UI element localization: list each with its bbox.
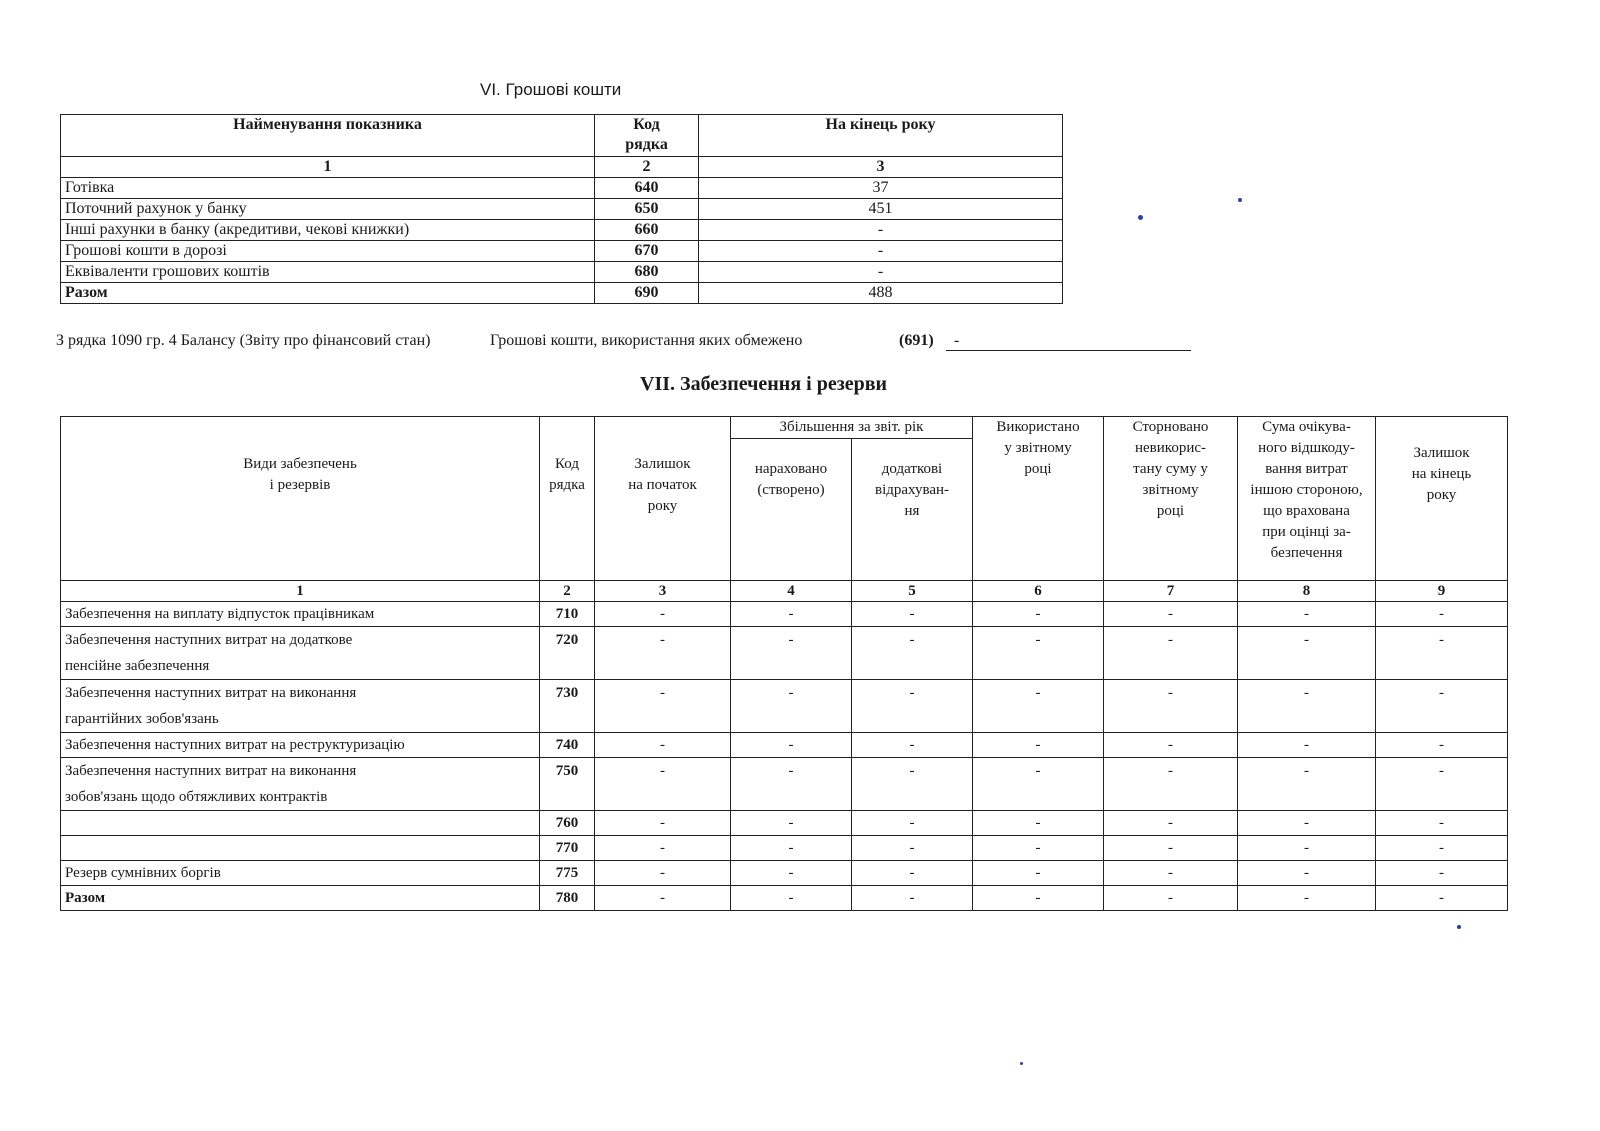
header-used-line3: році [1024, 461, 1052, 477]
row-cell: - [595, 602, 731, 627]
row-cell: - [852, 836, 973, 861]
row-cell: - [595, 733, 731, 758]
row-code: 770 [540, 836, 595, 861]
row-cell: - [1104, 627, 1238, 680]
col-number: 9 [1376, 581, 1508, 602]
row-cell: - [731, 680, 852, 733]
header-code [540, 417, 595, 581]
header-increase-group: Збільшення за звіт. рік [731, 417, 973, 439]
row-cell: - [1238, 758, 1376, 811]
cash-table [60, 114, 1063, 304]
header-start-balance [595, 417, 731, 581]
col-number: 3 [595, 581, 731, 602]
header-reversed-line5: році [1156, 503, 1185, 519]
row-cell: - [973, 627, 1104, 680]
row-code: 720 [540, 627, 595, 680]
header-end-balance [1376, 417, 1508, 581]
row-name [61, 627, 540, 680]
row-name: Готівка [61, 178, 595, 199]
row-value: 451 [699, 199, 1063, 220]
row-cell: - [1104, 836, 1238, 861]
row-name-line1: Забезпечення наступних витрат на виконання [65, 685, 357, 701]
header-reversed-line3: тану суму у [1133, 461, 1208, 477]
row-cell: - [1238, 680, 1376, 733]
row-cell: - [973, 861, 1104, 886]
header-expected-line5: що врахована [1263, 503, 1350, 519]
row-name [61, 733, 540, 758]
scan-speck [1138, 215, 1143, 220]
row-cell: - [1376, 680, 1508, 733]
header-types [61, 417, 540, 581]
row-cell: - [595, 627, 731, 680]
row-name: Разом [61, 283, 595, 304]
row-cell: - [1104, 886, 1238, 911]
header-additional [852, 439, 973, 581]
header-name: Найменування показника [61, 115, 595, 157]
row-cell: - [1104, 758, 1238, 811]
row-cell: - [1104, 680, 1238, 733]
row-cell: - [1238, 861, 1376, 886]
scan-speck [1457, 925, 1461, 929]
header-used-line1: Використано [996, 419, 1080, 435]
header-types-line1: Види забезпечень [243, 455, 357, 472]
header-accrued-line2: (створено) [757, 482, 825, 498]
header-accrued [731, 439, 852, 581]
header-accrued-line1: нараховано [754, 461, 828, 477]
row-cell: - [1376, 602, 1508, 627]
col-number: 4 [731, 581, 852, 602]
section6-title: VI. Грошові кошти [480, 80, 622, 99]
row-code: 640 [595, 178, 699, 199]
row-cell: - [973, 733, 1104, 758]
header-reversed-line4: звітному [1142, 482, 1199, 498]
table-row [61, 602, 1508, 627]
total-row [61, 886, 1508, 911]
header-end-line2: на кінець [1411, 466, 1472, 482]
header-additional-line2: відрахуван- [874, 482, 950, 498]
column-numbers [61, 581, 1508, 602]
row-cell: - [595, 836, 731, 861]
row-cell: - [1376, 861, 1508, 886]
provisions-table [60, 416, 1508, 911]
header-start-line1: Залишок [634, 456, 691, 472]
row-cell: - [1238, 733, 1376, 758]
col-number: 6 [973, 581, 1104, 602]
col-number: 1 [61, 581, 540, 602]
row-cell: - [1376, 627, 1508, 680]
row-cell: - [595, 758, 731, 811]
row-cell: - [1376, 733, 1508, 758]
row-name-line1: Забезпечення наступних витрат на виконання [65, 763, 357, 779]
row-name [61, 811, 540, 836]
header-used [973, 417, 1104, 581]
header-code-line1: Код [555, 455, 579, 472]
header-code-line1: Код [633, 116, 660, 133]
row-name-line2: пенсійне забезпечення [65, 658, 210, 674]
scan-speck [1020, 1062, 1023, 1065]
col-number: 1 [61, 157, 595, 178]
row-code: 660 [595, 220, 699, 241]
row-cell: - [731, 602, 852, 627]
row-cell: - [852, 758, 973, 811]
row-code: 775 [540, 861, 595, 886]
header-expected-line1: Сума очікува- [1262, 419, 1351, 435]
row-code: 670 [595, 241, 699, 262]
row-code: 690 [595, 283, 699, 304]
row-cell: - [1238, 811, 1376, 836]
header-end-line1: Залишок [1413, 445, 1470, 461]
col-number: 3 [699, 157, 1063, 178]
table-row [61, 178, 1063, 199]
row-name: Разом [61, 886, 540, 911]
row-cell: - [852, 733, 973, 758]
header-additional-line1: додаткові [881, 461, 943, 477]
header-code [595, 115, 699, 157]
row-code: 710 [540, 602, 595, 627]
row-name: Поточний рахунок у банку [61, 199, 595, 220]
row-code: 730 [540, 680, 595, 733]
row-cell: - [731, 627, 852, 680]
provisions-header [61, 417, 1508, 439]
header-code-line2: рядка [549, 476, 585, 493]
table-row [61, 199, 1063, 220]
row-name-line1: Забезпечення наступних витрат на додаткове [65, 632, 353, 648]
row-cell: - [852, 886, 973, 911]
row-cell: - [1238, 602, 1376, 627]
row-cell: - [973, 758, 1104, 811]
row-cell: - [973, 811, 1104, 836]
row-cell: - [731, 733, 852, 758]
balance-reference: З рядка 1090 гр. 4 Балансу (Звіту про фінансовий стан) [56, 332, 431, 349]
row-code: 680 [595, 262, 699, 283]
row-cell: - [1376, 758, 1508, 811]
row-cell: - [973, 836, 1104, 861]
header-expected-line6: при оцінці за- [1262, 524, 1351, 540]
row-code: 650 [595, 199, 699, 220]
row-value: 37 [699, 178, 1063, 199]
header-types-line2: і резервів [269, 476, 331, 493]
row-cell: - [595, 811, 731, 836]
row-cell: - [595, 886, 731, 911]
col-number: 2 [595, 157, 699, 178]
header-expected-line2: ного відшкоду- [1258, 440, 1355, 456]
row-value: - [699, 262, 1063, 283]
row-name [61, 758, 540, 811]
row-cell: - [1238, 627, 1376, 680]
col-number: 8 [1238, 581, 1376, 602]
table-row [61, 220, 1063, 241]
row-name-line1: Забезпечення на виплату відпусток працівникам [65, 606, 375, 622]
header-reversed [1104, 417, 1238, 581]
row-cell: - [731, 861, 852, 886]
restricted-cash-code: (691) [899, 332, 934, 349]
row-cell: - [1376, 836, 1508, 861]
table-row [61, 758, 1508, 811]
header-used-line2: у звітному [1004, 440, 1072, 456]
row-cell: - [852, 680, 973, 733]
table-row [61, 627, 1508, 680]
table-row [61, 733, 1508, 758]
row-cell: - [852, 811, 973, 836]
header-expected-line4: іншою стороною, [1250, 482, 1363, 498]
restricted-cash-label: Грошові кошти, використання яких обмежено [490, 332, 803, 349]
header-code-line2: рядка [625, 136, 668, 153]
row-cell: - [973, 886, 1104, 911]
row-value: - [699, 220, 1063, 241]
underline [946, 350, 1191, 351]
row-code: 750 [540, 758, 595, 811]
col-number: 2 [540, 581, 595, 602]
header-start-line3: року [647, 498, 678, 514]
row-code: 740 [540, 733, 595, 758]
row-cell: - [1104, 861, 1238, 886]
table-row [61, 680, 1508, 733]
row-name: Грошові кошти в дорозі [61, 241, 595, 262]
row-cell: - [1376, 811, 1508, 836]
row-cell: - [973, 602, 1104, 627]
row-cell: - [595, 861, 731, 886]
total-row [61, 283, 1063, 304]
row-name-line1: Забезпечення наступних витрат на реструктуризацію [65, 737, 405, 753]
row-name [61, 602, 540, 627]
row-cell: - [1104, 602, 1238, 627]
header-expected-line3: вання витрат [1265, 461, 1348, 477]
header-reversed-line2: невикорис- [1135, 440, 1207, 456]
table-row [61, 241, 1063, 262]
row-cell: - [1104, 811, 1238, 836]
cash-table-header [61, 115, 1063, 157]
row-code: 760 [540, 811, 595, 836]
row-value: - [699, 241, 1063, 262]
row-name-line2: гарантійних зобов'язань [65, 711, 219, 727]
header-end-line3: року [1426, 487, 1457, 503]
row-cell: - [852, 602, 973, 627]
row-name-line2: зобов'язань щодо обтяжливих контрактів [65, 789, 328, 805]
row-cell: - [1238, 886, 1376, 911]
table-row [61, 861, 1508, 886]
restricted-cash-line [56, 330, 1206, 354]
row-cell: - [852, 627, 973, 680]
row-name: Інші рахунки в банку (акредитиви, чекові книжки) [61, 220, 595, 241]
row-cell: - [731, 758, 852, 811]
table-row [61, 836, 1508, 861]
row-code: 780 [540, 886, 595, 911]
row-cell: - [595, 680, 731, 733]
row-cell: - [973, 680, 1104, 733]
row-cell: - [1238, 836, 1376, 861]
section7-title: VII. Забезпечення і резерви [640, 373, 888, 395]
row-name [61, 680, 540, 733]
row-name: Резерв сумнівних боргів [61, 861, 540, 886]
row-cell: - [1104, 733, 1238, 758]
row-value: 488 [699, 283, 1063, 304]
header-expected-reimbursement [1238, 417, 1376, 581]
row-cell: - [852, 861, 973, 886]
scan-speck [1238, 198, 1242, 202]
header-additional-line3: ня [904, 503, 920, 519]
row-cell: - [731, 886, 852, 911]
row-cell: - [731, 836, 852, 861]
table-row [61, 811, 1508, 836]
col-number: 5 [852, 581, 973, 602]
row-cell: - [731, 811, 852, 836]
header-expected-line7: безпечення [1270, 545, 1343, 561]
table-row [61, 262, 1063, 283]
row-name [61, 836, 540, 861]
column-numbers [61, 157, 1063, 178]
col-number: 7 [1104, 581, 1238, 602]
restricted-cash-value: - [954, 332, 960, 349]
header-start-line2: на початок [628, 477, 697, 493]
row-cell: - [1376, 886, 1508, 911]
header-reversed-line1: Сторновано [1132, 419, 1209, 435]
header-end-year: На кінець року [699, 115, 1063, 157]
row-name: Еквіваленти грошових коштів [61, 262, 595, 283]
